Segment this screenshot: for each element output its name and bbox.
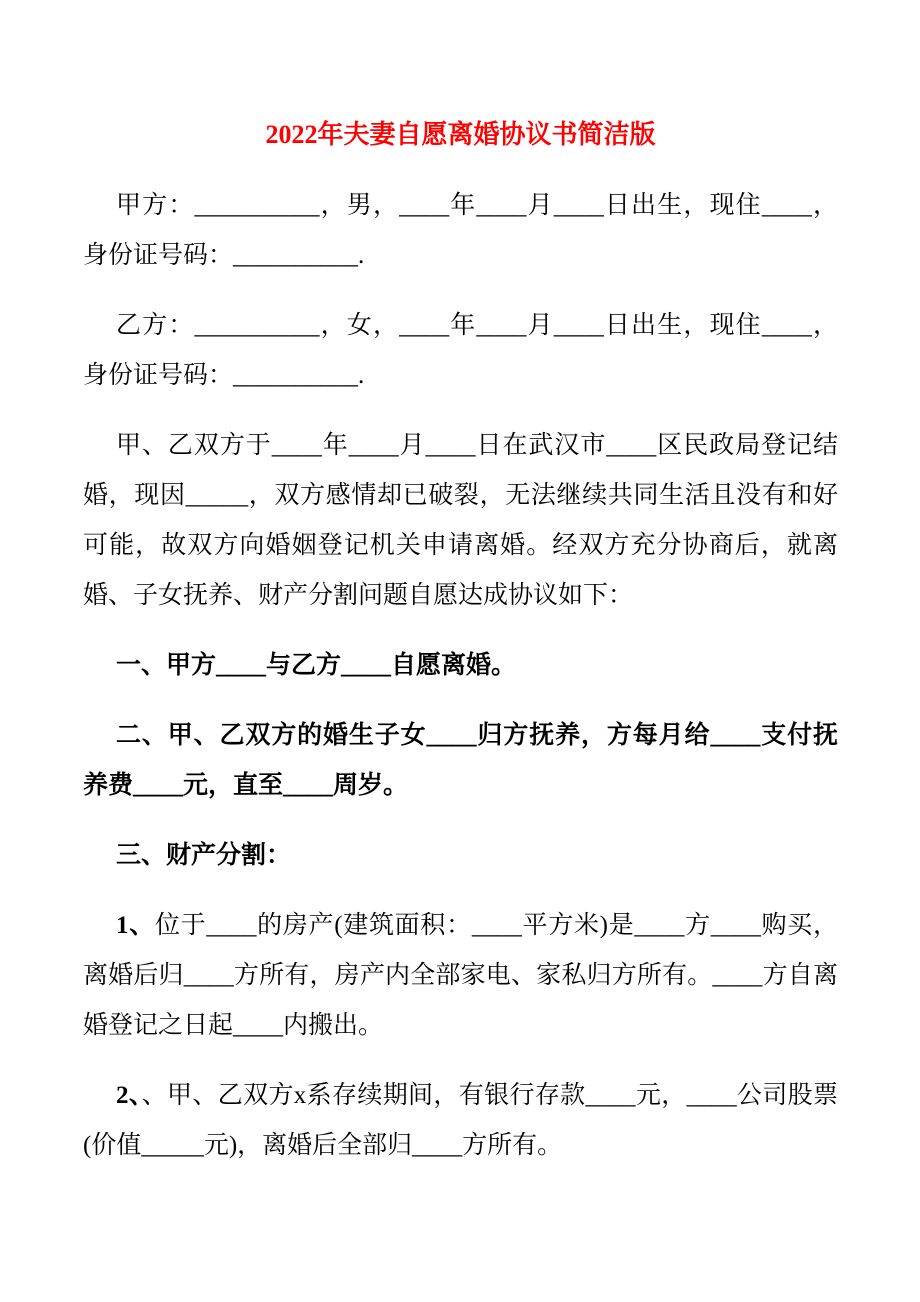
heading-clause-2: 二、甲、乙双方的婚生子女____归方抚养，方每月给____支付抚养费____元，直至____周岁。	[83, 722, 838, 799]
paragraph-party-a: 甲方：__________，男，____年____月____日出生，现住____，身份证号码：__________.	[83, 192, 838, 269]
heading-clause-1: 一、甲方____与乙方____自愿离婚。	[116, 652, 517, 679]
document-title: 2022年夫妻自愿离婚协议书简洁版	[265, 120, 656, 149]
paragraph-property-1-text: 位于____的房产(建筑面积：____平方米)是____方____购买，离婚后归____方所有，房产内全部家电、家私归方所有。____方自离婚登记之日起____内搬出。	[83, 912, 838, 1039]
heading-clause-3: 三、财产分割：	[116, 842, 292, 869]
paragraph-property-1	[83, 901, 838, 1051]
paragraph-property-2-text: 、甲、乙双方x系存续期间，有银行存款____元，____公司股票(价值_____元)，离婚后全部归____方所有。	[83, 1082, 838, 1159]
paragraph-preamble: 甲、乙双方于____年____月____日在武汉市____区民政局登记结婚，现因_____，双方感情却已破裂，无法继续共同生活且没有和好可能，故双方向婚姻登记机关申请离婚。经双方充分协商后，就离婚、子女抚养、财产分割问题自愿达成协议如下：	[83, 432, 838, 609]
paragraph-party-b: 乙方：__________，女，____年____月____日出生，现住____，身份证号码：__________.	[83, 312, 838, 389]
paragraph-property-2	[83, 1071, 838, 1171]
paragraph-property-2-number: 2、	[116, 1082, 142, 1109]
paragraph-property-1-number: 1、	[116, 912, 155, 939]
